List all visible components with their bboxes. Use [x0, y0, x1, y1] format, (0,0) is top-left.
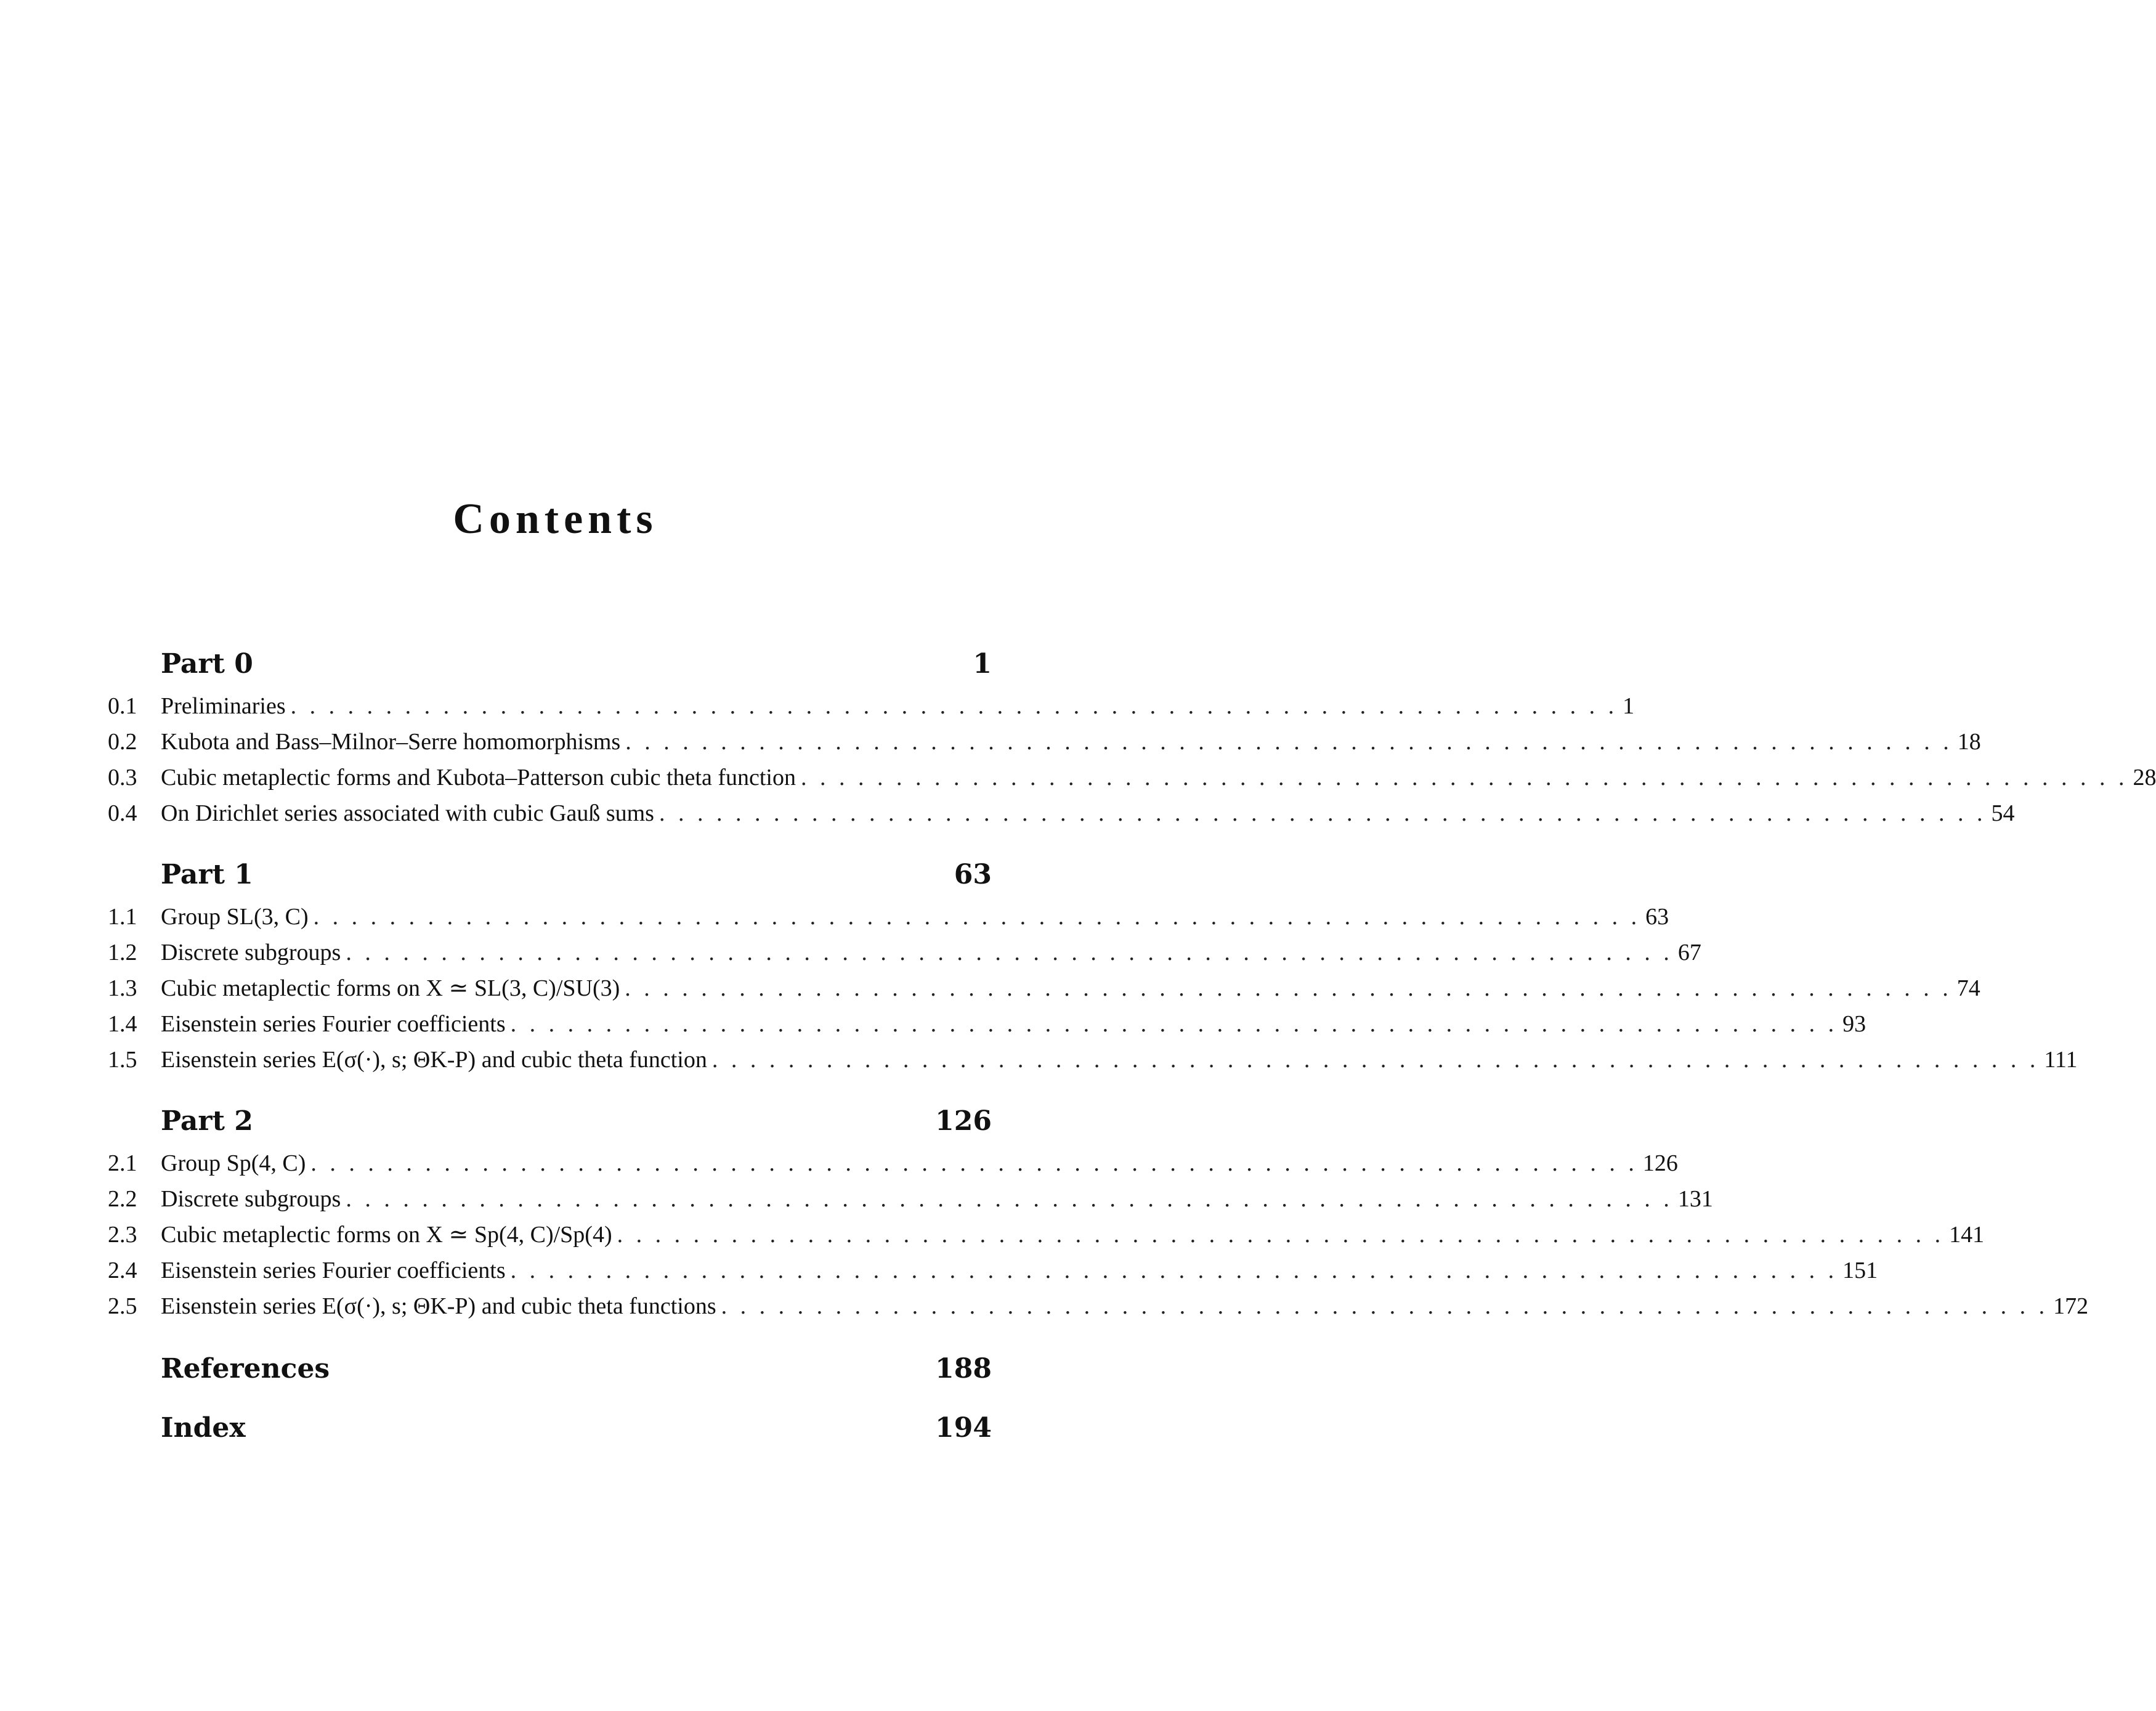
entry-title: Group Sp(4, C) — [161, 1150, 306, 1176]
entry-page: 28 — [2133, 765, 2156, 790]
toc-entry[interactable] — [108, 975, 1980, 1002]
entry-title: Discrete subgroups — [161, 940, 341, 965]
references-heading[interactable] — [161, 1346, 992, 1383]
toc-entry[interactable] — [108, 1010, 1866, 1038]
entry-page: 111 — [2044, 1047, 2078, 1073]
entry-page: 54 — [1991, 800, 2015, 826]
entry-number: 2.3 — [108, 1222, 137, 1248]
dot-leader: . . . . . . . . . . . . . . . . . . . . . . . . . . . . . . . . . . . . . . . . . . . . . . . . . . . . . . . . . . . . . . . . . . . . . . — [510, 1258, 1838, 1283]
toc-entry[interactable] — [108, 1293, 2089, 1320]
entry-number: 0.4 — [108, 800, 137, 826]
entry-title: Eisenstein series E(σ(·), s; ΘK-P) and cubic theta functions — [161, 1293, 716, 1319]
entry-page: 172 — [2053, 1293, 2089, 1319]
toc-entry[interactable] — [108, 1221, 1985, 1248]
dot-leader: . . . . . . . . . . . . . . . . . . . . . . . . . . . . . . . . . . . . . . . . . . . . . . . . . . . . . . . . . . . . . . . . . . . . . . — [313, 904, 1641, 930]
entry-title: Kubota and Bass–Milnor–Serre homomorphisms — [161, 729, 621, 755]
entry-title: Cubic metaplectic forms and Kubota–Patterson cubic theta function — [161, 765, 796, 790]
dot-leader: . . . . . . . . . . . . . . . . . . . . . . . . . . . . . . . . . . . . . . . . . . . . . . . . . . . . . . . . . . . . . . . . . . . . . . — [625, 729, 1953, 755]
toc-entry[interactable] — [108, 800, 2015, 827]
toc-entry[interactable] — [108, 903, 1669, 930]
dot-leader: . . . . . . . . . . . . . . . . . . . . . . . . . . . . . . . . . . . . . . . . . . . . . . . . . . . . . . . . . . . . . . . . . . . . . . — [510, 1011, 1838, 1037]
dot-leader: . . . . . . . . . . . . . . . . . . . . . . . . . . . . . . . . . . . . . . . . . . . . . . . . . . . . . . . . . . . . . . . . . . . . . . — [711, 1047, 2040, 1073]
entry-page: 1 — [1623, 693, 1635, 719]
part-heading[interactable] — [161, 851, 992, 888]
dot-leader: . . . . . . . . . . . . . . . . . . . . . . . . . . . . . . . . . . . . . . . . . . . . . . . . . . . . . . . . . . . . . . . . . . . . . . — [721, 1293, 2049, 1319]
entry-page: 126 — [1642, 1150, 1678, 1176]
entry-page: 141 — [1949, 1222, 1985, 1248]
dot-leader: . . . . . . . . . . . . . . . . . . . . . . . . . . . . . . . . . . . . . . . . . . . . . . . . . . . . . . . . . . . . . . . . . . . . . . — [290, 693, 1618, 719]
entry-title: Discrete subgroups — [161, 1186, 341, 1212]
entry-title: Eisenstein series E(σ(·), s; ΘK-P) and cubic theta function — [161, 1047, 707, 1073]
entry-title: Cubic metaplectic forms on X ≃ SL(3, C)/SU(3) — [161, 975, 620, 1001]
entry-page: 67 — [1677, 940, 1701, 965]
entry-number: 0.3 — [108, 765, 137, 790]
entry-page: 131 — [1677, 1186, 1713, 1212]
dot-leader: . . . . . . . . . . . . . . . . . . . . . . . . . . . . . . . . . . . . . . . . . . . . . . . . . . . . . . . . . . . . . . . . . . . . . . — [659, 800, 1987, 826]
dot-leader: . . . . . . . . . . . . . . . . . . . . . . . . . . . . . . . . . . . . . . . . . . . . . . . . . . . . . . . . . . . . . . . . . . . . . . — [800, 765, 2128, 790]
part-page: 63 — [954, 859, 992, 890]
entry-number: 2.4 — [108, 1258, 137, 1283]
entry-page: 93 — [1842, 1011, 1866, 1037]
entry-number: 1.3 — [108, 975, 137, 1001]
index-heading[interactable] — [161, 1405, 992, 1442]
entry-page: 18 — [1957, 729, 1981, 755]
entry-number: 1.1 — [108, 904, 137, 930]
part-page: 126 — [935, 1105, 992, 1137]
part-heading[interactable] — [161, 641, 992, 678]
toc-entry[interactable] — [108, 939, 1701, 966]
page-title: Contents — [453, 495, 658, 543]
toc-entry[interactable] — [108, 728, 1981, 755]
dot-leader: . . . . . . . . . . . . . . . . . . . . . . . . . . . . . . . . . . . . . . . . . . . . . . . . . . . . . . . . . . . . . . . . . . . . . . — [346, 1186, 1673, 1212]
entry-number: 0.2 — [108, 729, 137, 755]
entry-title: Group SL(3, C) — [161, 904, 309, 930]
part-label: Part 2 — [161, 1105, 253, 1137]
entry-number: 1.5 — [108, 1047, 137, 1073]
references-label: References — [161, 1353, 330, 1384]
index-page: 194 — [935, 1412, 992, 1444]
toc-entry[interactable] — [108, 693, 1635, 720]
entry-title: Preliminaries — [161, 693, 286, 719]
entry-number: 2.2 — [108, 1186, 137, 1212]
entry-title: Eisenstein series Fourier coefficients — [161, 1011, 506, 1037]
toc-entry[interactable] — [108, 1046, 2078, 1073]
entry-title: Eisenstein series Fourier coefficients — [161, 1258, 506, 1283]
dot-leader: . . . . . . . . . . . . . . . . . . . . . . . . . . . . . . . . . . . . . . . . . . . . . . . . . . . . . . . . . . . . . . . . . . . . . . — [346, 940, 1673, 965]
part-page: 1 — [973, 648, 992, 680]
entry-title: Cubic metaplectic forms on X ≃ Sp(4, C)/Sp(4) — [161, 1222, 612, 1248]
entry-page: 63 — [1645, 904, 1669, 930]
entry-number: 2.1 — [108, 1150, 137, 1176]
dot-leader: . . . . . . . . . . . . . . . . . . . . . . . . . . . . . . . . . . . . . . . . . . . . . . . . . . . . . . . . . . . . . . . . . . . . . . — [617, 1222, 1945, 1248]
entry-page: 74 — [1956, 975, 1980, 1001]
entry-number: 1.4 — [108, 1011, 137, 1037]
index-label: Index — [161, 1412, 246, 1444]
toc-entry[interactable] — [108, 1257, 1878, 1284]
entry-number: 2.5 — [108, 1293, 137, 1319]
entry-number: 1.2 — [108, 940, 137, 965]
toc-entry[interactable] — [108, 1185, 1713, 1213]
references-page: 188 — [935, 1353, 992, 1384]
entry-title: On Dirichlet series associated with cubic Gauß sums — [161, 800, 654, 826]
entry-page: 151 — [1842, 1258, 1878, 1283]
toc-entry[interactable] — [108, 764, 2156, 791]
part-heading[interactable] — [161, 1098, 992, 1135]
dot-leader: . . . . . . . . . . . . . . . . . . . . . . . . . . . . . . . . . . . . . . . . . . . . . . . . . . . . . . . . . . . . . . . . . . . . . . — [310, 1150, 1638, 1176]
part-label: Part 1 — [161, 859, 253, 890]
toc-entry[interactable] — [108, 1150, 1678, 1177]
entry-number: 0.1 — [108, 693, 137, 719]
part-label: Part 0 — [161, 648, 253, 680]
dot-leader: . . . . . . . . . . . . . . . . . . . . . . . . . . . . . . . . . . . . . . . . . . . . . . . . . . . . . . . . . . . . . . . . . . . . . . — [625, 975, 1952, 1001]
